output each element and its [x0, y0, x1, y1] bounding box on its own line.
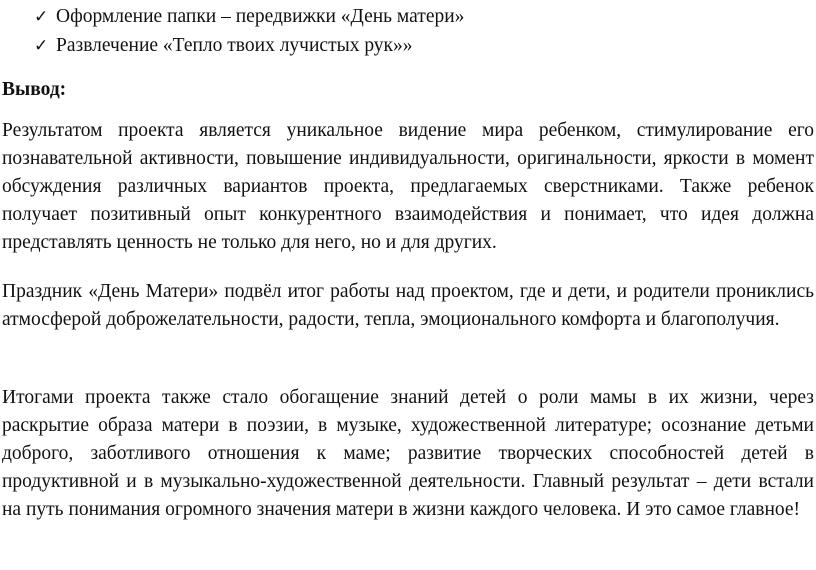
section-title: Вывод:	[2, 79, 67, 100]
paragraph: Результатом проекта является уникальное видение мира ребенком, стимулирование его познавательной активности, повышение индивидуальности, оригинальности, яркости в момент обсуждения различных вариантов проекта, предлагаемых сверстниками. Также ребенок получает позитивный опыт конкурентного взаимодействия и понимает, что идея должна представлять ценность не только для него, но и для других.	[2, 120, 814, 253]
list-item	[0, 2, 816, 31]
checkmark-icon: ✓	[34, 7, 49, 27]
list-item	[0, 31, 816, 60]
list-item-label: Оформление папки – передвижки «День матери»	[56, 6, 465, 27]
list-item-label: Развлечение «Тепло твоих лучистых рук»»	[56, 35, 413, 56]
checkmark-icon: ✓	[34, 36, 49, 56]
paragraph: Праздник «День Матери» подвёл итог работы над проектом, где и дети, и родители прониклись атмосферой доброжелательности, радости, тепла, эмоционального комфорта и благополучия.	[2, 281, 814, 330]
checklist	[0, 2, 816, 60]
paragraph: Итогами проекта также стало обогащение знаний детей о роли мамы в их жизни, через раскрытие образа матери в поэзии, в музыке, художественной литературе; осознание детьми доброго, заботливого отношения к маме; развитие творческих способностей детей в продуктивной и в музыкально-художественной деятельности. Главный результат – дети встали на путь понимания огромного значения матери в жизни каждого человека. И это самое главное!	[2, 387, 814, 520]
